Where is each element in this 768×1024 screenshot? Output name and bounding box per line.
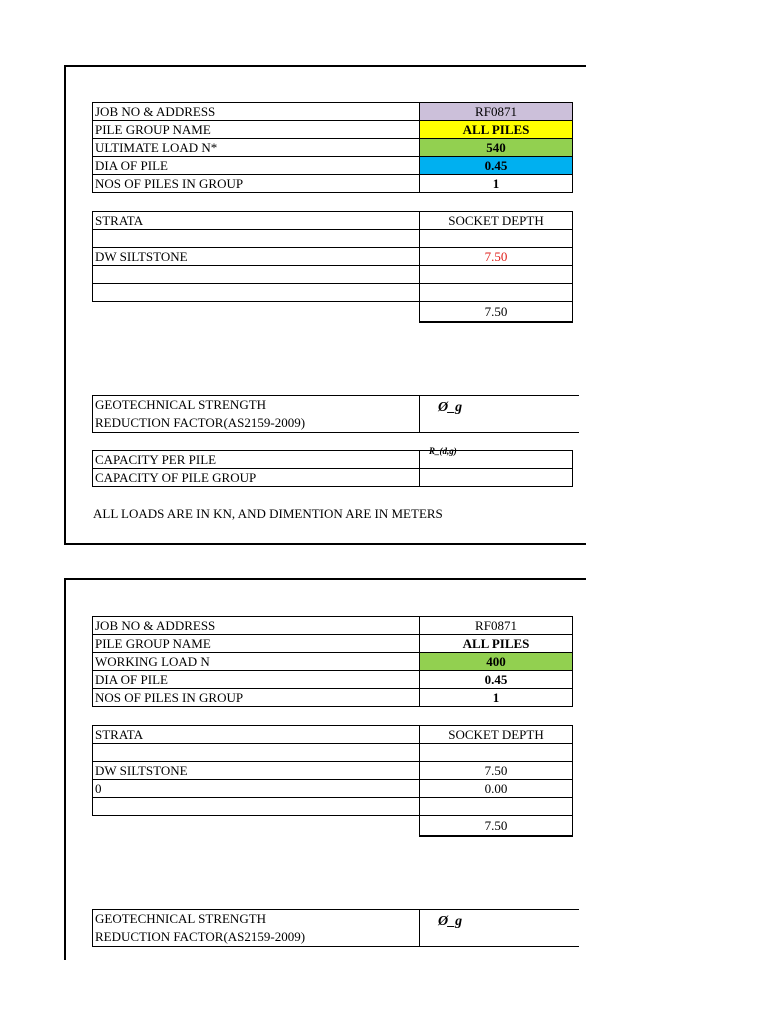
working-load-value-cell[interactable]: 400 xyxy=(419,652,573,671)
pile-group-label: PILE GROUP NAME xyxy=(92,120,420,139)
strata-cell[interactable]: DW SILTSTONE xyxy=(92,761,420,780)
nos-piles-label: NOS OF PILES IN GROUP xyxy=(92,688,420,707)
strata-cell[interactable] xyxy=(92,743,420,762)
socket-depth-cell[interactable] xyxy=(419,283,573,302)
phi-g-symbol: Ø_g xyxy=(438,914,463,929)
strata-cell[interactable]: 0 xyxy=(92,779,420,798)
socket-depth-total-cell[interactable]: 7.50 xyxy=(419,301,573,323)
geo-reduction-label xyxy=(92,909,420,947)
capacity-group-cell[interactable] xyxy=(419,468,573,487)
socket-depth-cell[interactable] xyxy=(419,265,573,284)
socket-depth-header: SOCKET DEPTH xyxy=(419,211,573,230)
geo-reduction-label xyxy=(92,395,420,433)
working-load-label: WORKING LOAD N xyxy=(92,652,420,671)
strata-cell[interactable] xyxy=(92,283,420,302)
job-value-cell[interactable]: RF0871 xyxy=(419,616,573,635)
strata-header: STRATA xyxy=(92,211,420,230)
ultimate-load-label: ULTIMATE LOAD N* xyxy=(92,138,420,157)
socket-depth-cell[interactable]: 0.00 xyxy=(419,779,573,798)
pile-dia-value-cell[interactable]: 0.45 xyxy=(419,156,573,175)
pile-group-label: PILE GROUP NAME xyxy=(92,634,420,653)
nos-piles-value-cell[interactable]: 1 xyxy=(419,174,573,193)
nos-piles-label: NOS OF PILES IN GROUP xyxy=(92,174,420,193)
pile-dia-label: DIA OF PILE xyxy=(92,670,420,689)
capacity-per-pile-label: CAPACITY PER PILE xyxy=(92,450,420,469)
job-label: JOB NO & ADDRESS xyxy=(92,102,420,121)
socket-depth-header: SOCKET DEPTH xyxy=(419,725,573,744)
pile-dia-label: DIA OF PILE xyxy=(92,156,420,175)
strata-header: STRATA xyxy=(92,725,420,744)
socket-depth-cell[interactable] xyxy=(419,229,573,248)
strata-cell[interactable]: DW SILTSTONE xyxy=(92,247,420,266)
socket-depth-cell[interactable]: 7.50 xyxy=(419,247,573,266)
pile-dia-value-cell[interactable]: 0.45 xyxy=(419,670,573,689)
capacity-symbol: R_(d,g) xyxy=(429,446,457,456)
strata-cell[interactable] xyxy=(92,265,420,284)
socket-depth-cell[interactable]: 7.50 xyxy=(419,761,573,780)
socket-depth-cell[interactable] xyxy=(419,797,573,816)
capacity-group-label: CAPACITY OF PILE GROUP xyxy=(92,468,420,487)
pile-group-value-cell[interactable]: ALL PILES xyxy=(419,120,573,139)
socket-depth-total-cell[interactable]: 7.50 xyxy=(419,815,573,837)
socket-depth-cell[interactable] xyxy=(419,743,573,762)
job-value-cell[interactable]: RF0871 xyxy=(419,102,573,121)
units-note: ALL LOADS ARE IN KN, AND DIMENTION ARE IN METERS xyxy=(93,506,443,521)
strata-cell[interactable] xyxy=(92,797,420,816)
geo-reduction-label-line2: REDUCTION FACTOR(AS2159-2009) xyxy=(95,929,306,944)
job-label: JOB NO & ADDRESS xyxy=(92,616,420,635)
capacity-per-pile-cell[interactable] xyxy=(419,450,573,469)
geo-reduction-label-line1: GEOTECHNICAL STRENGTH xyxy=(95,911,267,926)
geo-reduction-label-line2: REDUCTION FACTOR(AS2159-2009) xyxy=(95,415,306,430)
geo-reduction-label-line1: GEOTECHNICAL STRENGTH xyxy=(95,397,267,412)
nos-piles-value-cell[interactable]: 1 xyxy=(419,688,573,707)
ultimate-load-value-cell[interactable]: 540 xyxy=(419,138,573,157)
pile-group-value-cell[interactable]: ALL PILES xyxy=(419,634,573,653)
strata-cell[interactable] xyxy=(92,229,420,248)
phi-g-symbol: Ø_g xyxy=(438,400,463,415)
